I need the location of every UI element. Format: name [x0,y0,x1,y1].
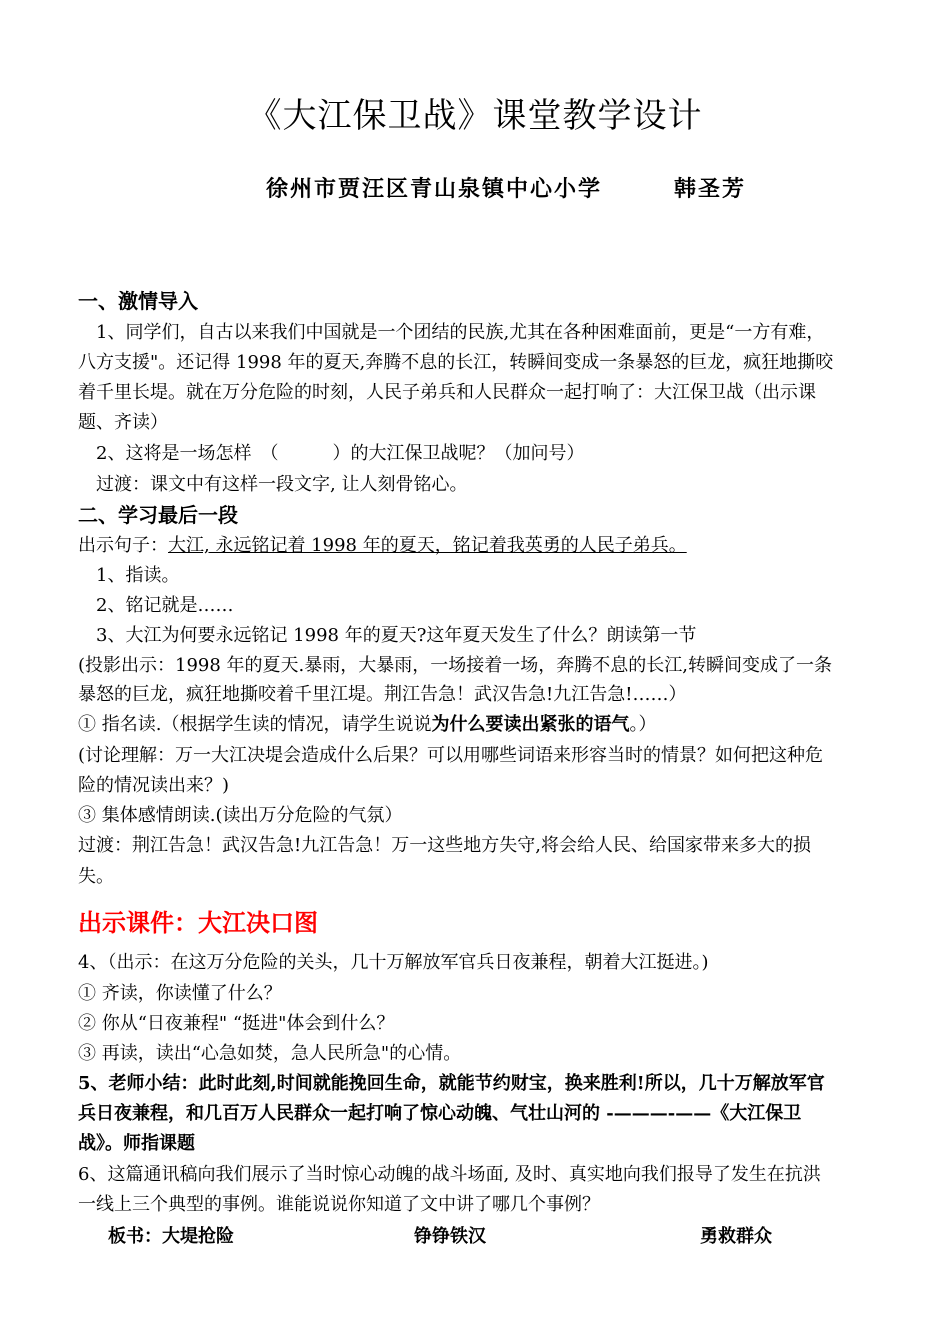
paragraph-line: 暴怒的巨龙，疯狂地撕咬着千里江堤。荆江告急！武汉告急!九江告急!……） [78,684,687,705]
bold-text-run: 为什么要读出紧张的语气 [431,714,630,735]
paragraph-line: 八方支援"。还记得 1998 年的夏天,奔腾不息的长江，转瞬间变成一条暴怒的巨龙，疯狂地撕咬 [78,352,834,373]
paragraph-line: 4、（出示：在这万分危险的关头，几十万解放军官兵日夜兼程，朝着大江挺进。) [78,952,709,973]
board-item: 勇救群众 [700,1226,772,1247]
paragraph-line: 6、这篇通讯稿向我们展示了当时惊心动魄的战斗场面, 及时、真实地向我们报导了发生在抗洪 [78,1164,821,1185]
section-heading-1: 一、激情导入 [78,289,198,313]
paragraph-line: (讨论理解：万一大江决堤会造成什么后果？可以用哪些词语来形容当时的情景？如何把这种危 [78,745,824,766]
author-line: 徐州市贾汪区青山泉镇中心小学 韩圣芳 [266,177,747,202]
paragraph-line: 2、这将是一场怎样 （ ）的大江保卫战呢？（加问号） [78,443,585,464]
paragraph-line: ③ 集体感情朗读.(读出万分危险的气氛） [78,805,403,826]
paragraph-line [78,710,878,740]
paragraph-line: 2、铭记就是…… [78,595,234,616]
paragraph-line: 险的情况读出来？) [78,775,230,796]
paragraph-line-bold: 战》。师指课题 [78,1133,195,1154]
show-sentence [78,531,878,561]
board-label: 板书：大堤抢险 [108,1226,234,1247]
paragraph-line-bold: 兵日夜兼程，和几百万人民群众一起打响了惊心动魄、气壮山河的 -———-——《大江保卫 [78,1103,802,1124]
paragraph-line: ① 齐读，你读懂了什么？ [78,983,282,1004]
paragraph-line: (投影出示：1998 年的夏天.暴雨，大暴雨，一场接着一场，奔腾不息的长江,转瞬间变成了一条 [78,655,832,676]
show-prefix: 出示句子： [78,535,168,556]
courseware-heading: 出示课件：大江决口图 [78,909,318,937]
paragraph-line: 3、大江为何要永远铭记 1998 年的夏天?这年夏天发生了什么？朗读第一节 [78,625,697,646]
text-run: ① 指名读.（根据学生读的情况，请学生说说 [78,714,432,735]
paragraph-line: 1、同学们，自古以来我们中国就是一个团结的民族,尤其在各种困难面前，更是“一方有难， [78,322,825,343]
section-heading-2: 二、学习最后一段 [78,503,238,527]
paragraph-line: 着千里长堤。就在万分危险的时刻，人民子弟兵和人民群众一起打响了：大江保卫战（出示课 [78,382,816,403]
text-run: 。） [629,714,657,735]
paragraph-line: 一线上三个典型的事例。谁能说说你知道了文中讲了哪几个事例？ [78,1194,600,1215]
show-sentence-text: 大江, 永远铭记着 1998 年的夏天，铭记着我英勇的人民子弟兵。 [168,535,687,556]
paragraph-line: 失。 [78,866,114,887]
paragraph-line: 1、指读。 [78,565,180,586]
paragraph-line: 过渡：课文中有这样一段文字, 让人刻骨铭心。 [78,474,468,495]
paragraph-line: 题、齐读） [78,412,168,433]
paragraph-line: ② 你从“日夜兼程" “挺进"体会到什么？ [78,1013,395,1034]
paragraph-line: 过渡：荆江告急！武汉告急!九江告急！万一这些地方失守,将会给人民、给国家带来多大的损 [78,835,811,856]
board-item: 铮铮铁汉 [414,1226,486,1247]
page-title: 《大江保卫战》课堂教学设计 [247,96,703,136]
paragraph-line-bold: 5、老师小结：此时此刻,时间就能挽回生命，就能节约财宝，换来胜利!所以，几十万解放军官 [78,1073,825,1094]
paragraph-line: ③ 再读，读出“心急如焚，急人民所急"的心情。 [78,1043,462,1064]
